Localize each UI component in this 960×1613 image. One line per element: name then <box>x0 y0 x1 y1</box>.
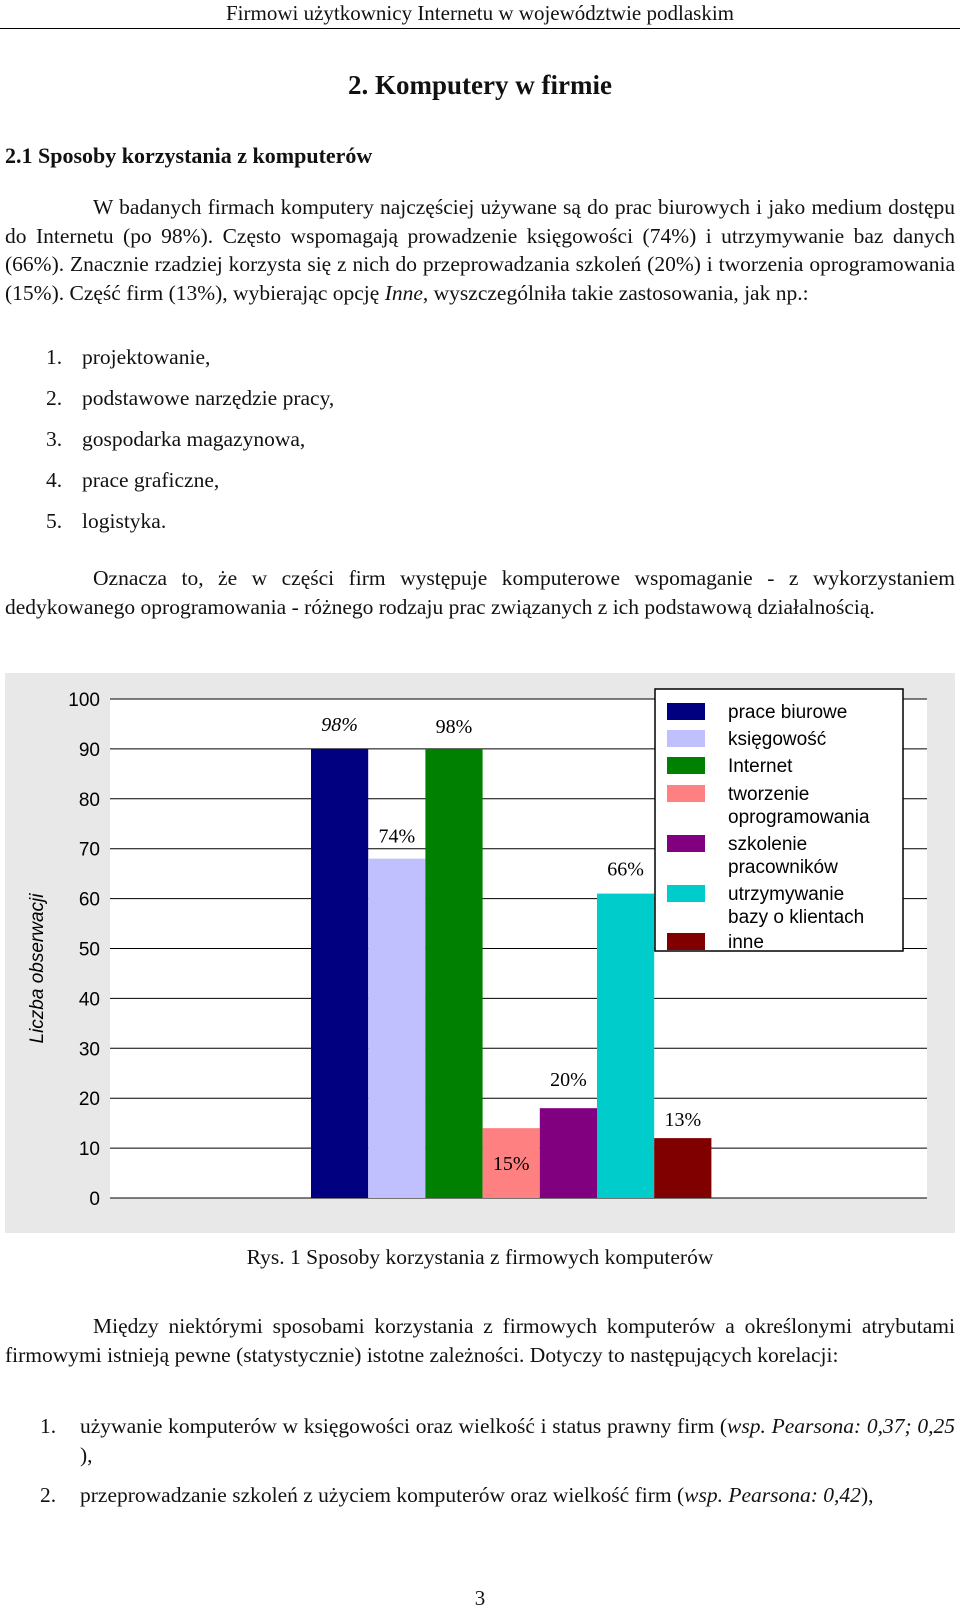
y-tick-label: 20 <box>78 1089 100 1111</box>
usage-chart-svg <box>5 673 955 1233</box>
list-item <box>46 501 334 542</box>
legend-entry-label: inne <box>728 932 764 953</box>
list-item-text: gospodarka magazynowa, <box>82 427 306 451</box>
list-item-number: 1. <box>40 1414 57 1438</box>
list-item-text: używanie komputerów w księgowości oraz wielkość i status prawny firm ( <box>80 1414 728 1438</box>
correlation-paragraph <box>5 1312 955 1369</box>
list-item-number: 1. <box>46 345 63 369</box>
y-tick-label: 10 <box>78 1139 100 1161</box>
list-item-text: projektowanie, <box>82 345 211 369</box>
y-tick-label: 30 <box>78 1039 100 1061</box>
bar <box>654 1138 711 1198</box>
bar <box>368 859 425 1198</box>
correlation-list <box>40 1412 955 1510</box>
list-item-number: 2. <box>40 1483 57 1507</box>
intro-text-end: , wyszczególniła takie zastosowania, jak np.: <box>422 280 809 305</box>
running-title: Firmowi użytkownicy Internetu w województwie podlaskim <box>226 1 734 25</box>
list-item <box>46 337 334 378</box>
legend-swatch <box>667 835 705 852</box>
y-tick-label: 50 <box>78 939 100 961</box>
legend-swatch <box>667 933 705 950</box>
y-tick-label: 60 <box>78 889 100 911</box>
list-item-text: przeprowadzanie szkoleń z użyciem komputerów oraz wielkość firm ( <box>80 1483 685 1507</box>
list-item <box>46 460 334 501</box>
legend-entry-label: pracowników <box>728 857 838 878</box>
list-item-text: logistyka. <box>82 509 167 533</box>
running-header <box>0 0 960 29</box>
bar-data-label: 15% <box>492 1153 530 1175</box>
legend-entry-label: księgowość <box>728 729 827 750</box>
correlation-text: Między niektórymi sposobami korzystania z firmowych komputerów a określonymi atrybutami firmowymi istnieją pewne (statystycznie) istotne zależności. Dotyczy to następujących korelacji: <box>5 1314 955 1367</box>
list-item-italic: wsp. Pearsona: 0,37; 0,25 <box>727 1414 956 1438</box>
bar <box>311 749 368 1198</box>
legend-entry-label: prace biurowe <box>728 702 848 723</box>
usage-chart <box>5 673 955 1233</box>
chapter-title: 2. Komputery w firmie <box>348 70 612 100</box>
intro-paragraph <box>5 193 955 307</box>
bar <box>540 1108 597 1198</box>
list-item-number: 3. <box>46 427 63 451</box>
list-item-number: 5. <box>46 509 63 533</box>
list-item <box>40 1412 955 1469</box>
legend-entry-label: utrzymywanie <box>728 884 845 905</box>
legend-entry-label: bazy o klientach <box>728 907 865 928</box>
list-item <box>40 1481 955 1510</box>
y-tick-label: 90 <box>78 739 100 761</box>
bar <box>425 749 482 1198</box>
legend-entry-label: oprogramowania <box>728 807 870 828</box>
list-item-number: 2. <box>46 386 63 410</box>
legend-swatch <box>667 757 705 774</box>
y-axis-label: Liczba obserwacji <box>27 893 48 1044</box>
meaning-paragraph <box>5 564 955 621</box>
legend-swatch <box>667 730 705 747</box>
bar-data-label: 98% <box>321 713 358 736</box>
uses-list <box>46 337 334 542</box>
legend-swatch <box>667 703 705 720</box>
legend-swatch <box>667 785 705 802</box>
legend-swatch <box>667 885 705 902</box>
list-item-end: ), <box>80 1442 93 1467</box>
bar <box>597 894 654 1198</box>
y-tick-label: 80 <box>78 789 100 811</box>
bar-data-label: 98% <box>435 715 473 738</box>
bar-data-label: 20% <box>550 1069 587 1092</box>
list-item-text: prace graficzne, <box>82 468 220 492</box>
legend-entry-label: szkolenie <box>728 834 808 855</box>
list-item-end: ), <box>860 1483 874 1507</box>
meaning-text: Oznacza to, że w części firm występuje komputerowe wspomaganie - z wykorzystaniem dedykowanego oprogramowania - różnego rodzaju prac związanych z ich podstawową działalnością. <box>5 566 955 619</box>
y-tick-label: 70 <box>78 839 100 861</box>
y-tick-label: 0 <box>89 1189 100 1210</box>
intro-text: W badanych firmach komputery najczęściej używane są do prac biurowych i jako medium dostępu do Internetu (po 98%). Często wspomagają prowadzenie księgowości (74%) i utrzymywanie baz danych (66%). Znacznie rzadziej korzysta się z nich do przeprowadzania szkoleń (20%) i tworzenia oprogramowania (15%). Część firm (13%), wybierając opcję <box>5 195 955 305</box>
section-title: 2.1 Sposoby korzystania z komputerów <box>5 143 373 168</box>
list-item <box>46 419 334 460</box>
intro-italic: Inne <box>384 280 423 305</box>
list-item-number: 4. <box>46 468 63 492</box>
bar-data-label: 74% <box>378 825 416 848</box>
list-item <box>46 378 334 419</box>
bar-data-label: 13% <box>664 1109 702 1132</box>
page-number: 3 <box>474 1586 486 1610</box>
bar-data-label: 66% <box>607 858 644 881</box>
legend-entry-label: tworzenie <box>728 784 810 805</box>
y-tick-label: 100 <box>68 690 100 711</box>
list-item-text: podstawowe narzędzie pracy, <box>82 386 335 410</box>
y-tick-label: 40 <box>78 989 100 1011</box>
legend-entry-label: Internet <box>728 756 793 777</box>
figure-caption: Rys. 1 Sposoby korzystania z firmowych komputerów <box>246 1245 714 1269</box>
list-item-italic: wsp. Pearsona: 0,42 <box>684 1483 861 1507</box>
